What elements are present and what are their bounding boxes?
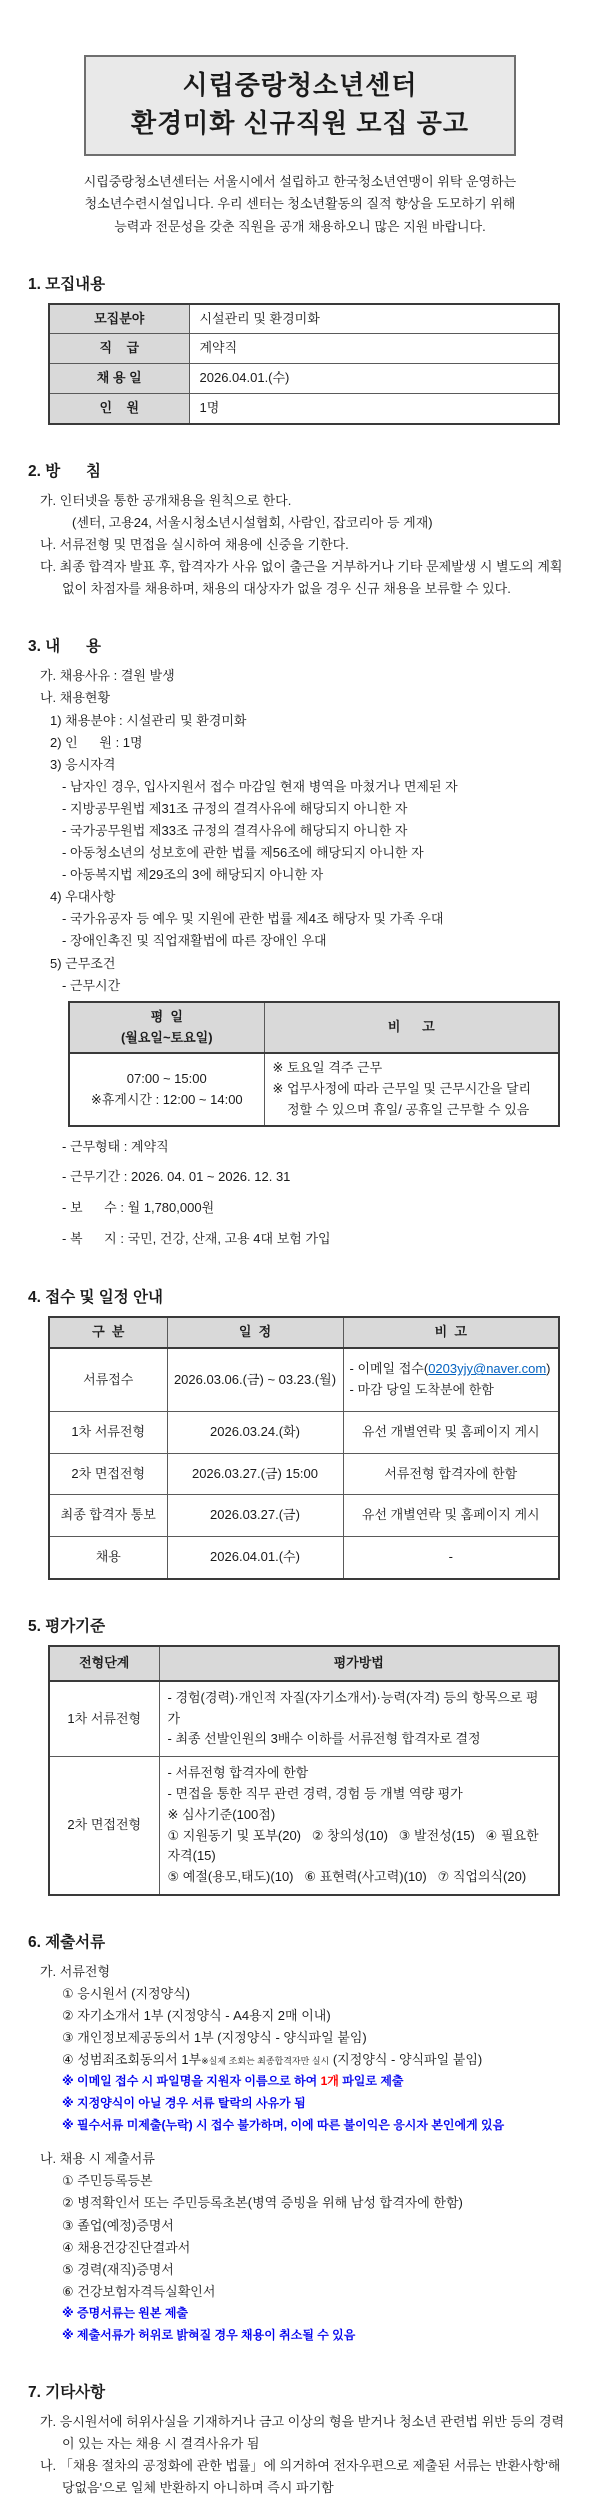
worktime-break: ※휴게시간 : 12:00 ~ 14:00 [90, 1091, 243, 1107]
document-item: ⑤ 경력(재직)증명서 [62, 2261, 174, 2277]
schedule-date: 2026.03.06.(금) ~ 03.23.(월) [167, 1348, 343, 1411]
item-text: (지정양식 - 양식파일 붙임) [329, 2052, 483, 2068]
work-conditions [30, 1135, 570, 1252]
warning-note: ※ 제출서류가 허위로 밝혀질 경우 채용이 취소될 수 있음 [62, 2327, 356, 2342]
note-text: - 이메일 접수( [349, 1361, 429, 1377]
schedule-step: 서류접수 [49, 1348, 167, 1411]
worktime-header-weekday [69, 1002, 264, 1054]
intro-line: 청소년수련시설입니다. 우리 센터는 청소년활동의 질적 향상을 도모하기 위해 [84, 196, 516, 212]
evaluation-line: - 서류전형 합격자에 한함 [167, 1765, 309, 1781]
schedule-note-line: - 마감 당일 도착분에 한함 [349, 1382, 494, 1398]
schedule-note: 서류전형 합격자에 한함 [343, 1453, 559, 1495]
schedule-table [48, 1316, 560, 1580]
item-text: ④ 성범죄조회동의서 1부 [62, 2052, 202, 2068]
document-item: ② 자기소개서 1부 (지정양식 - A4용지 2매 이내) [62, 2008, 331, 2024]
policy-line: 다. 최종 합격자 발표 후, 합격자가 사유 없이 출근을 거부하거나 기타 문제발생 시 별도의 계획 없이 차점자를 채용하며, 채용의 대상자가 없을 경우 신규 채용을 보류할 수 있다. [40, 559, 567, 597]
documents-subheading: 나. 채용 시 제출서류 [40, 2151, 155, 2167]
row-value: 1명 [189, 394, 559, 424]
qualification-item: - 아동복지법 제29조의 3에 해당되지 아니한 자 [62, 867, 324, 883]
misc-line: 나. 「채용 절차의 공정화에 관한 법률」에 의거하여 전자우편으로 제출된 서류는 반환사항'해당없음'으로 일체 반환하지 아니하며 즉시 파기함 [40, 2458, 561, 2496]
column-header: 구 분 [49, 1317, 167, 1348]
warning-note: ※ 증명서류는 원본 제출 [62, 2305, 188, 2320]
table-row [49, 334, 559, 364]
doc-title-line1: 시립중랑청소년센터 [182, 70, 418, 100]
qualification-item: - 남자인 경우, 입사지원서 접수 마감일 현재 병역을 마쳤거나 면제된 자 [62, 778, 458, 794]
header-text: 평 일 [150, 1008, 183, 1024]
policy-line: (센터, 고용24, 서울시청소년시설협회, 사람인, 잡코리아 등 게재) [72, 514, 433, 530]
worktime-note: ※ 업무사정에 따라 근무일 및 근무시간을 달리 [272, 1081, 532, 1097]
row-value: 계약직 [189, 334, 559, 364]
recruitment-table [48, 303, 560, 425]
table-row [49, 1411, 559, 1453]
table-row [49, 304, 559, 334]
detail-line: 4) 우대사항 [50, 889, 116, 905]
table-header-row [49, 1646, 559, 1681]
detail-line: 3) 응시자격 [50, 756, 116, 772]
row-label: 직 급 [49, 334, 189, 364]
worktime-hours: 07:00 ~ 15:00 [126, 1070, 207, 1086]
schedule-step: 2차 면접전형 [49, 1453, 167, 1495]
section-3-heading: 3. 내 용 [28, 638, 102, 656]
section-policy [30, 459, 570, 600]
documents-subheading: 가. 서류전형 [40, 1964, 111, 1979]
table-row [49, 394, 559, 424]
condition-line: - 근무기간 : 2026. 04. 01 ~ 2026. 12. 31 [62, 1169, 291, 1185]
document-item: ① 응시원서 (지정양식) [62, 1986, 191, 2002]
schedule-note: - [343, 1537, 559, 1579]
warning-note: ※ 지정양식이 아닐 경우 서류 탈락의 사유가 됨 [62, 2096, 306, 2111]
row-value: 시설관리 및 환경미화 [189, 304, 559, 334]
section-evaluation [30, 1614, 570, 1896]
document-item [62, 2049, 570, 2071]
section-documents [30, 1930, 570, 2346]
doc-title-box [84, 55, 516, 156]
misc-line: 가. 응시원서에 허위사실을 기재하거나 금고 이상의 형을 받거나 청소년 관련법 위반 등의 경력이 있는 자는 채용 시 결격사유가 됨 [40, 2414, 565, 2452]
note-text: ※ 이메일 접수 시 파일명을 지원자 이름으로 하여 [62, 2074, 321, 2089]
document-item: ① 주민등록등본 [62, 2173, 153, 2189]
document-page [0, 55, 600, 2496]
document-item: ② 병적확인서 또는 주민등록초본(병역 증빙을 위해 남성 합격자에 한함) [62, 2195, 463, 2211]
policy-line: 가. 인터넷을 통한 공개채용을 원칙으로 한다. [40, 492, 292, 508]
worktime-hours-cell [69, 1053, 264, 1125]
preference-item: - 국가유공자 등 예우 및 지원에 관한 법률 제4조 해당자 및 가족 우대 [62, 911, 444, 927]
note-text: ) [546, 1361, 551, 1377]
schedule-note: 유선 개별연락 및 홈페이지 게시 [343, 1411, 559, 1453]
intro-line: 시립중랑청소년센터는 서울시에서 설립하고 한국청소년연맹이 위탁 운영하는 [83, 174, 517, 190]
schedule-date: 2026.03.27.(금) 15:00 [167, 1453, 343, 1495]
evaluation-method-cell [159, 1681, 559, 1757]
table-row [49, 1495, 559, 1537]
header-text: (월요일~토요일) [120, 1029, 213, 1045]
document-item: ③ 졸업(예정)증명서 [62, 2217, 174, 2233]
worktime-note: ※ 토요일 격주 근무 [272, 1060, 383, 1076]
intro-paragraph [30, 171, 570, 237]
table-row [49, 1537, 559, 1579]
detail-line: 5) 근무조건 [50, 955, 116, 971]
qualification-item: - 아동청소년의 성보호에 관한 법률 제56조에 해당되지 아니한 자 [62, 845, 424, 861]
detail-line: 나. 채용현황 [40, 690, 111, 706]
section-misc [30, 2380, 570, 2499]
column-header: 평가방법 [159, 1646, 559, 1681]
table-header-row [49, 1317, 559, 1348]
evaluation-line: ※ 심사기준(100점) [167, 1806, 276, 1822]
column-header: 비 고 [343, 1317, 559, 1348]
document-item: ④ 채용건강진단결과서 [62, 2239, 191, 2255]
evaluation-stage: 1차 서류전형 [49, 1681, 159, 1757]
evaluation-line: ① 지원동기 및 포부(20) ② 창의성(10) ③ 발전성(15) ④ 필요한 자격(15) [167, 1827, 543, 1864]
evaluation-line: ⑤ 예절(용모,태도)(10) ⑥ 표현력(사고력)(10) ⑦ 직업의식(20) [167, 1869, 527, 1885]
qualification-item: - 지방공무원법 제31조 규정의 결격사유에 해당되지 아니한 자 [62, 800, 408, 816]
schedule-step: 1차 서류전형 [49, 1411, 167, 1453]
qualification-item: - 국가공무원법 제33조 규정의 결격사유에 해당되지 아니한 자 [62, 822, 408, 838]
section-schedule [30, 1285, 570, 1580]
schedule-date: 2026.04.01.(수) [167, 1537, 343, 1579]
row-label: 인 원 [49, 394, 189, 424]
section-5-heading: 5. 평가기준 [28, 1618, 106, 1636]
warning-note: ※ 필수서류 미제출(누락) 시 접수 불가하며, 이에 따른 불이익은 응시자 본인에게 있음 [62, 2117, 505, 2132]
schedule-step: 최종 합격자 통보 [49, 1495, 167, 1537]
condition-line: - 보 수 : 월 1,780,000원 [62, 1200, 215, 1216]
section-2-heading: 2. 방 침 [28, 462, 102, 480]
table-row [49, 1348, 559, 1411]
condition-line: - 근무형태 : 계약직 [62, 1138, 169, 1154]
evaluation-method-cell [159, 1757, 559, 1895]
condition-line: - 복 지 : 국민, 건강, 산재, 고용 4대 보험 가입 [62, 1230, 331, 1246]
worktime-header-note: 비 고 [264, 1002, 559, 1054]
evaluation-line: - 최종 선발인원의 3배수 이하를 서류전형 합격자로 결정 [167, 1731, 481, 1747]
table-row [49, 1453, 559, 1495]
email-link[interactable]: 0203yjy@naver.com [428, 1361, 547, 1377]
document-item: ③ 개인정보제공동의서 1부 (지정양식 - 양식파일 붙임) [62, 2030, 367, 2046]
schedule-date: 2026.03.27.(금) [167, 1495, 343, 1537]
detail-line: 2) 인 원 : 1명 [50, 734, 143, 750]
schedule-note-cell [343, 1348, 559, 1411]
section-6-heading: 6. 제출서류 [28, 1934, 106, 1951]
section-recruitment [30, 272, 570, 425]
worktime-label: - 근무시간 [62, 977, 121, 993]
note-highlight: 1개 [320, 2074, 339, 2089]
doc-title-line2: 환경미화 신규직원 모집 공고 [130, 107, 470, 138]
worktime-note-cell [264, 1053, 559, 1125]
note-text: 파일로 제출 [338, 2074, 404, 2089]
document-item: ⑥ 건강보험자격득실확인서 [62, 2283, 216, 2299]
table-row [69, 1053, 559, 1125]
warning-note [62, 2071, 570, 2093]
preference-item: - 장애인촉진 및 직업재활법에 따른 장애인 우대 [62, 933, 327, 949]
section-4-heading: 4. 접수 및 일정 안내 [28, 1289, 163, 1307]
detail-line: 가. 채용사유 : 결원 발생 [40, 668, 175, 684]
section-1-heading: 1. 모집내용 [28, 275, 106, 293]
table-row [49, 364, 559, 394]
section-detail [30, 634, 570, 1251]
detail-line: 1) 채용분야 : 시설관리 및 환경미화 [50, 712, 247, 728]
evaluation-line: - 경험(경력)·개인적 자질(자기소개서)·능력(자격) 등의 항목으로 평가 [167, 1689, 539, 1726]
schedule-note-line [350, 1359, 553, 1380]
item-smallprint: ※실제 조회는 최종합격자만 실시 [201, 2056, 330, 2067]
schedule-step: 채용 [49, 1537, 167, 1579]
schedule-date: 2026.03.24.(화) [167, 1411, 343, 1453]
intro-line: 능력과 전문성을 갖춘 직원을 공개 채용하오니 많은 지원 바랍니다. [114, 218, 486, 234]
row-label: 채 용 일 [49, 364, 189, 394]
row-label: 모집분야 [49, 304, 189, 334]
section-7-heading: 7. 기타사항 [28, 2384, 106, 2402]
column-header: 전형단계 [49, 1646, 159, 1681]
evaluation-line: - 면접을 통한 직무 관련 경력, 경험 등 개별 역량 평가 [167, 1786, 463, 1802]
worktime-note: 정할 수 있으며 휴일/ 공휴일 근무할 수 있음 [272, 1101, 530, 1117]
evaluation-stage: 2차 면접전형 [49, 1757, 159, 1895]
table-row [49, 1757, 559, 1895]
column-header: 일 정 [167, 1317, 343, 1348]
table-row [49, 1681, 559, 1757]
evaluation-table [48, 1645, 560, 1896]
schedule-note: 유선 개별연락 및 홈페이지 게시 [343, 1495, 559, 1537]
policy-line: 나. 서류전형 및 면접을 실시하여 채용에 신중을 기한다. [40, 537, 349, 553]
row-value: 2026.04.01.(수) [189, 364, 559, 394]
table-header-row [69, 1002, 559, 1054]
worktime-table [68, 1001, 560, 1127]
